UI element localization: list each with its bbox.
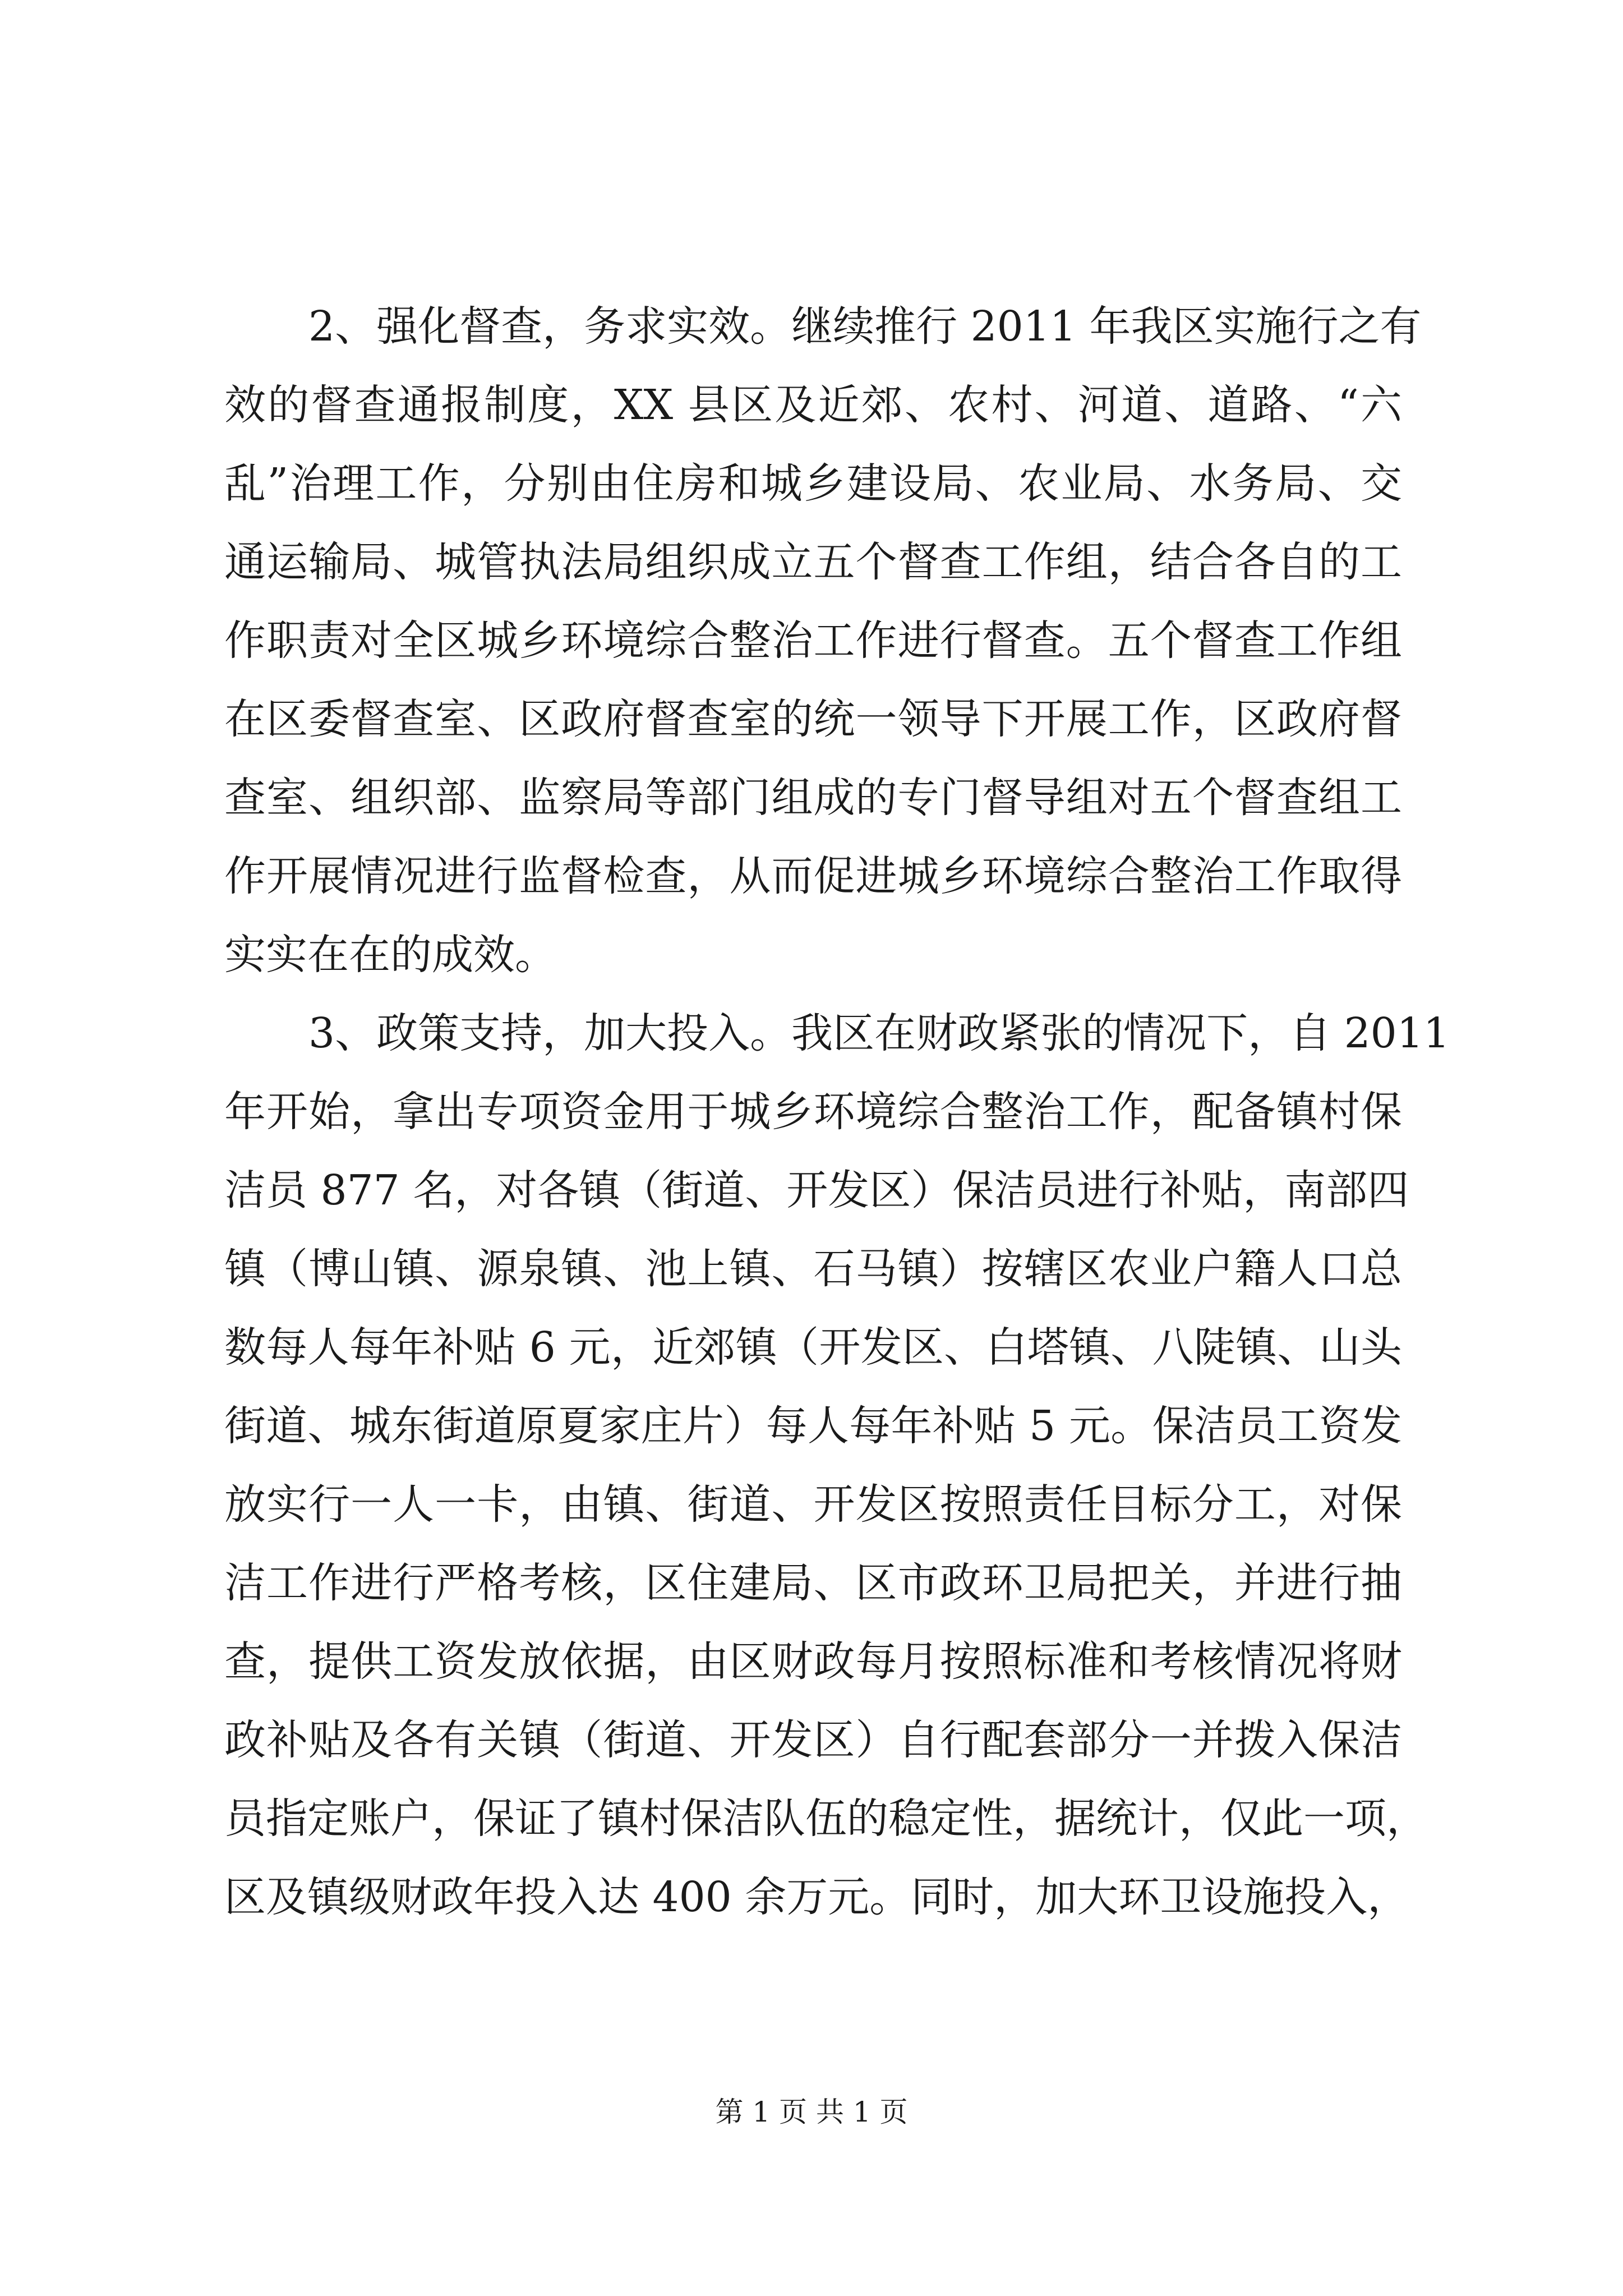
- paragraph-3-policy-support: [224, 994, 1450, 1936]
- document-body: [224, 287, 1450, 1936]
- text-line: 数每人每年补贴 6 元，近郊镇（开发区、白塔镇、八陡镇、山头: [224, 1323, 1402, 1372]
- text-line: 作职责对全区城乡环境综合整治工作进行督查。五个督查工作组: [224, 616, 1402, 665]
- text-line: 查室、组织部、监察局等部门组成的专门督导组对五个督查组工: [224, 774, 1402, 822]
- text-line: 政补贴及各有关镇（街道、开发区）自行配套部分一并拨入保洁: [224, 1716, 1402, 1764]
- text-line: 在区委督查室、区政府督查室的统一领导下开展工作，区政府督: [224, 695, 1402, 743]
- text-line: 年开始，拿出专项资金用于城乡环境综合整治工作，配备镇村保: [224, 1088, 1402, 1136]
- text-line: 作开展情况进行监督检查，从而促进城乡环境综合整治工作取得: [224, 852, 1402, 900]
- text-line: 放实行一人一卡，由镇、街道、开发区按照责任目标分工，对保: [224, 1480, 1402, 1529]
- text-line: 员指定账户，保证了镇村保洁队伍的稳定性，据统计，仅此一项，: [224, 1795, 1428, 1843]
- text-line: 洁工作进行严格考核，区住建局、区市政环卫局把关，并进行抽: [224, 1559, 1402, 1607]
- text-line: 乱”治理工作，分别由住房和城乡建设局、农业局、水务局、交: [224, 459, 1402, 508]
- text-line: 效的督查通报制度，XX 县区及近郊、农村、河道、道路、“六: [224, 381, 1402, 429]
- text-line: 3、政策支持，加大投入。我区在财政紧张的情况下，自 2011: [308, 1009, 1450, 1057]
- page-number-footer: 第 1 页 共 1 页: [715, 2096, 908, 2128]
- text-line: 查，提供工资发放依据，由区财政每月按照标准和考核情况将财: [224, 1637, 1402, 1686]
- text-line: 通运输局、城管执法局组织成立五个督查工作组，结合各自的工: [224, 538, 1402, 586]
- paragraph-2-supervision: [224, 287, 1422, 994]
- text-line: 街道、城东街道原夏家庄片）每人每年补贴 5 元。保洁员工资发: [224, 1402, 1402, 1450]
- text-line: 镇（博山镇、源泉镇、池上镇、石马镇）按辖区农业户籍人口总: [224, 1245, 1402, 1293]
- text-line: 实实在在的成效。: [224, 931, 556, 979]
- text-line: 区及镇级财政年投入达 400 余万元。同时，加大环卫设施投入，: [224, 1873, 1409, 1921]
- text-line: 2、强化督查，务求实效。继续推行 2011 年我区实施行之有: [308, 302, 1422, 351]
- text-line: 洁员 877 名，对各镇（街道、开发区）保洁员进行补贴，南部四: [224, 1166, 1409, 1214]
